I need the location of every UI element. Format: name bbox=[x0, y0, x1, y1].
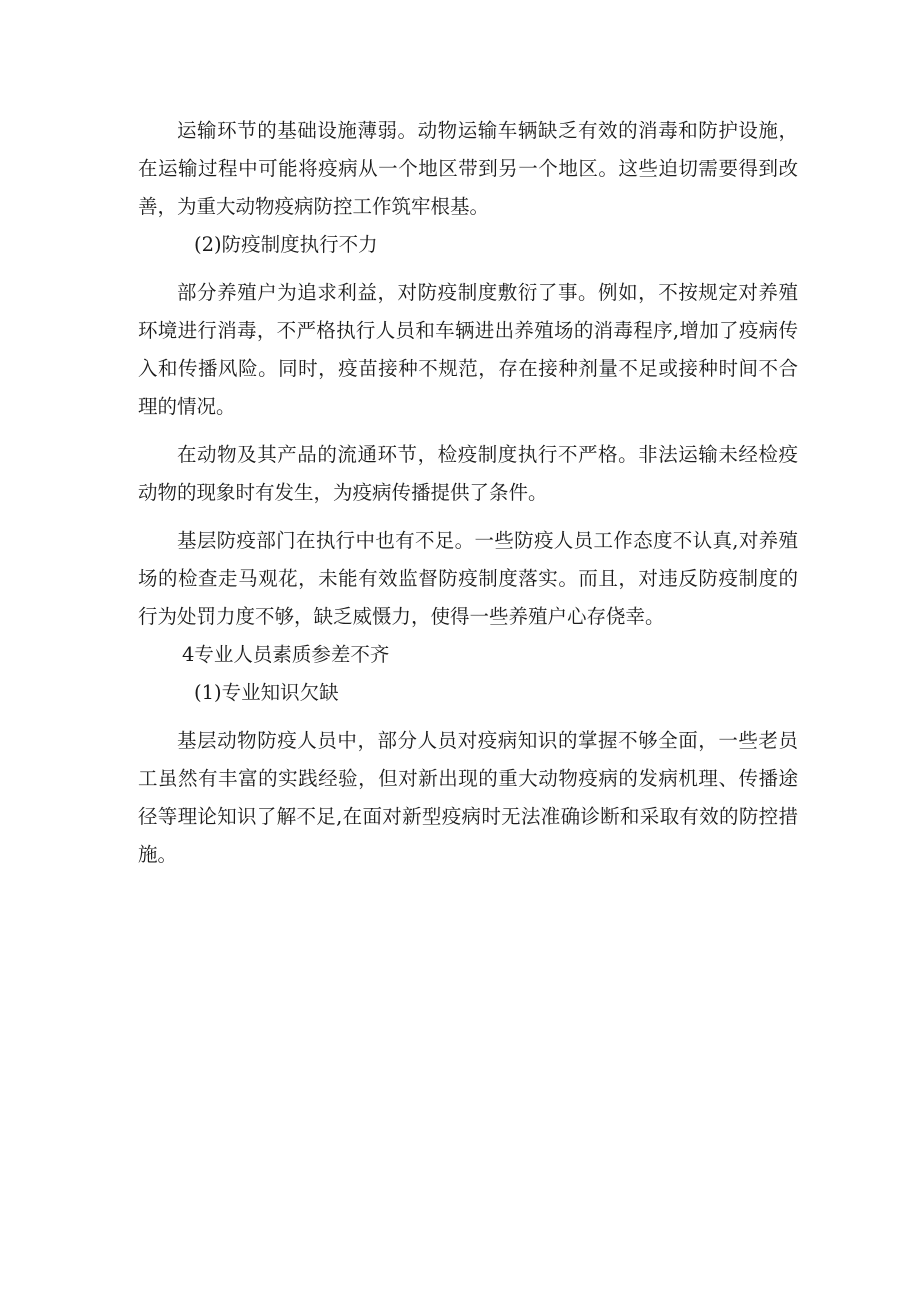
paragraph-quarantine-circulation: 在动物及其产品的流通环节，检疫制度执行不严格。非法运输未经检疫动物的现象时有发生，为疫病传播提供了条件。 bbox=[138, 443, 798, 504]
subheading-knowledge-lacking: (1)专业知识欠缺 bbox=[194, 681, 339, 704]
paragraph-farmers-negligence: 部分养殖户为追求利益，对防疫制度敷衍了事。例如，不按规定对养殖环境进行消毒，不严格执行人员和车辆进出养殖场的消毒程序,增加了疫病传入和传播风险。同时，疫苗接种不规范，存在接种剂量不足或接种时间不合理的情况。 bbox=[138, 281, 798, 418]
paragraph-grassroots-departments: 基层防疫部门在执行中也有不足。一些防疫人员工作态度不认真,对养殖场的检查走马观花，未能有效监督防疫制度落实。而且，对违反防疫制度的行为处罚力度不够，缺乏威慑力，使得一些养殖户心存侥幸。 bbox=[138, 529, 798, 628]
subheading-policy-execution: (2)防疫制度执行不力 bbox=[194, 233, 378, 256]
paragraph-transport-infrastructure: 运输环节的基础设施薄弱。动物运输车辆缺乏有效的消毒和防护设施，在运输过程中可能将疫病从一个地区带到另一个地区。这些迫切需要得到改善，为重大动物疫病防控工作筑牢根基。 bbox=[138, 119, 798, 218]
paragraph-staff-knowledge: 基层动物防疫人员中，部分人员对疫病知识的掌握不够全面，一些老员工虽然有丰富的实践经验，但对新出现的重大动物疫病的发病机理、传播途径等理论知识了解不足,在面对新型疫病时无法准确诊断和采取有效的防控措施。 bbox=[138, 729, 798, 866]
section-heading-staff-quality: 4专业人员素质参差不齐 bbox=[182, 643, 390, 666]
document-page bbox=[138, 112, 798, 874]
